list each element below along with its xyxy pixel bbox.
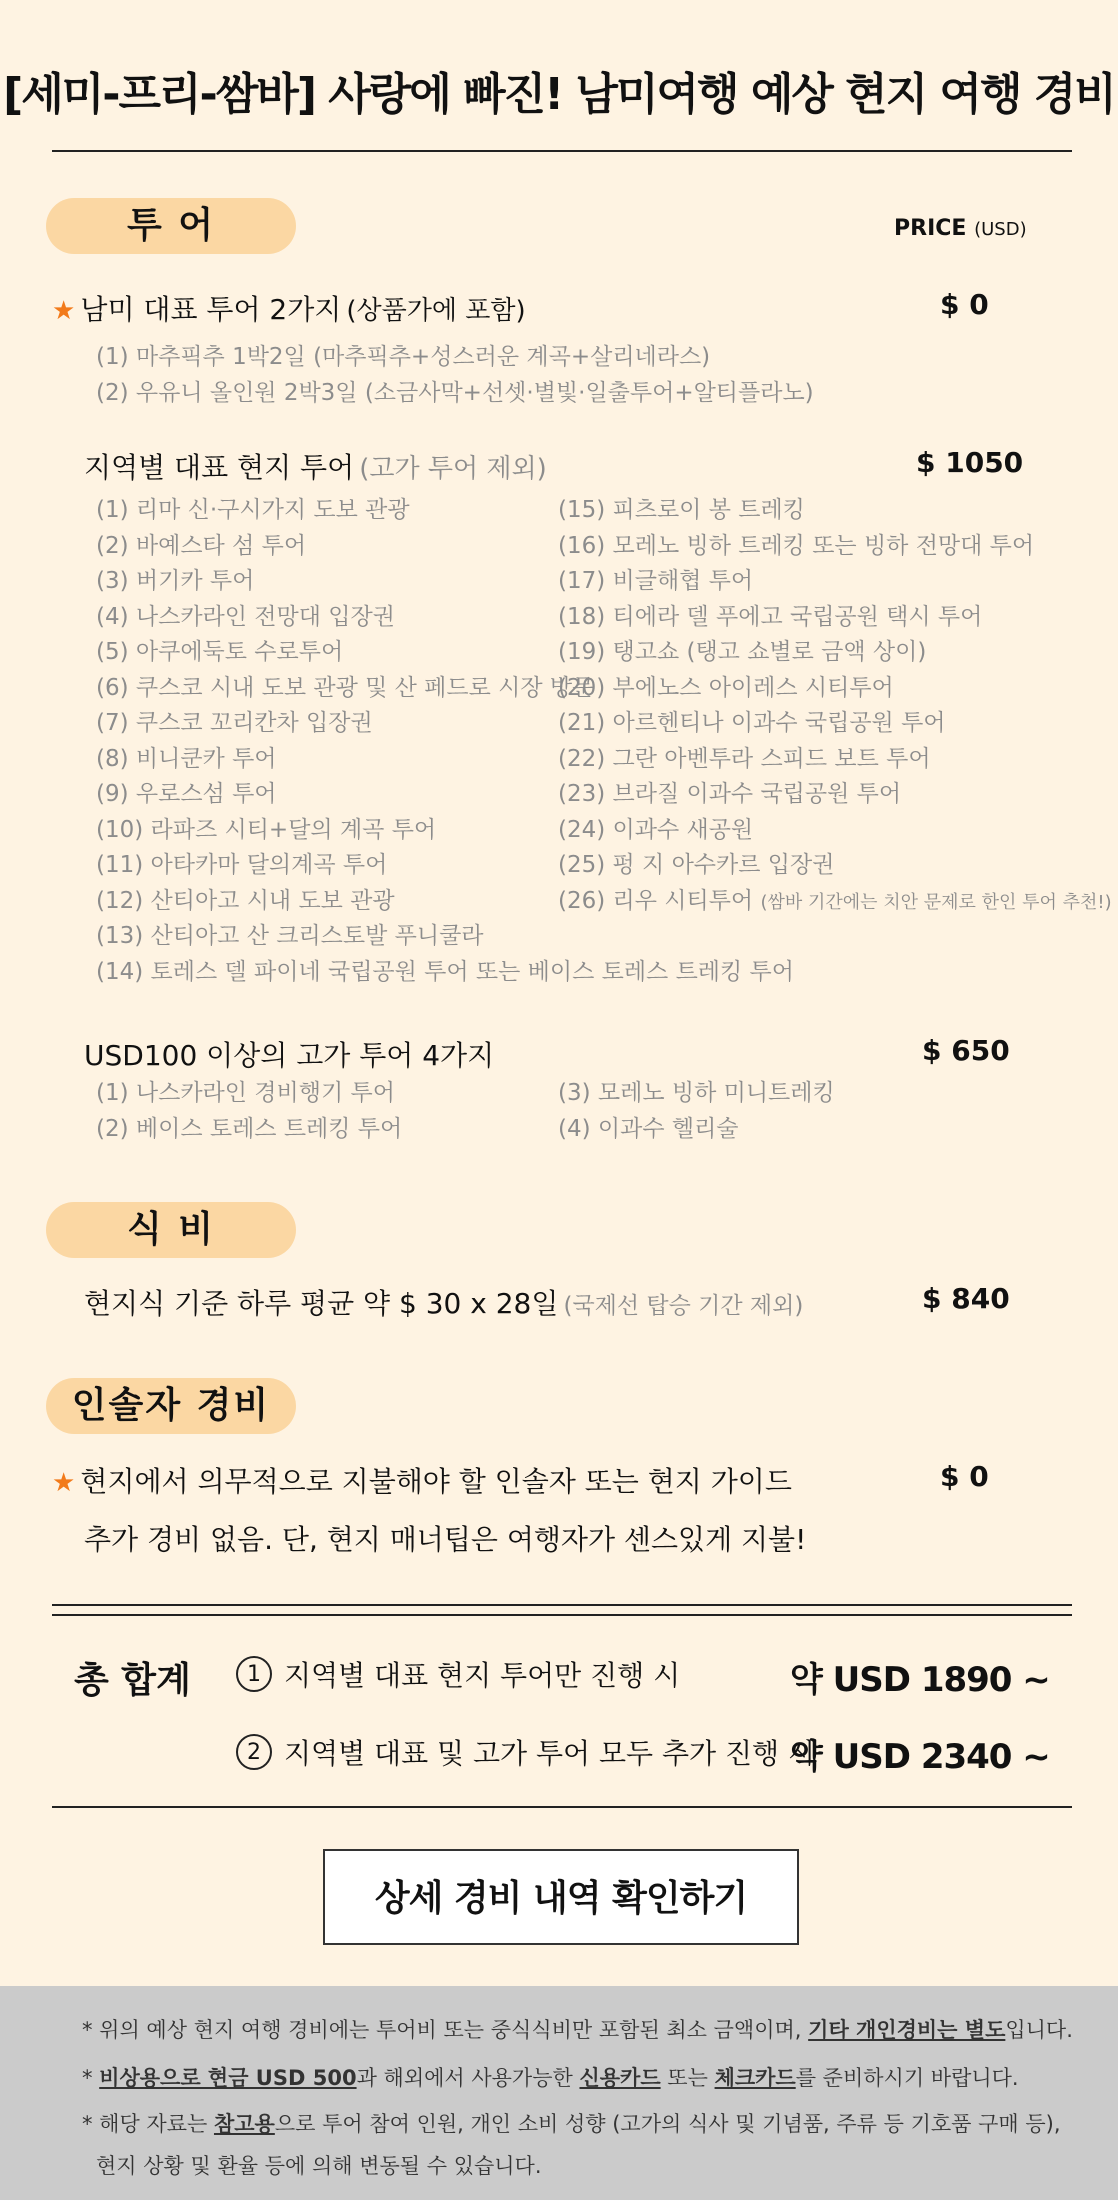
list-item: (23) 브라질 이과수 국립공원 투어 [558, 781, 902, 807]
list-item: (20) 부에노스 아이레스 시티투어 [558, 674, 894, 701]
tour-regional-price: $ 1050 [916, 446, 1024, 479]
list-item: (8) 비니쿤카 투어 [96, 745, 277, 772]
tour-main-price: $ 0 [940, 288, 989, 321]
list-item: (10) 라파즈 시티+달의 계곡 투어 [96, 816, 437, 843]
price-header [894, 216, 1027, 241]
guide-title: 현지에서 의무적으로 지불해야 할 인솔자 또는 현지 가이드 [80, 1465, 792, 1498]
list-item: (21) 아르헨티나 이과수 국립공원 투어 [558, 710, 946, 736]
list-item: (1) 나스카라인 경비행기 투어 [96, 1080, 395, 1106]
food-heading [84, 1282, 803, 1322]
list-item: (3) 모레노 빙하 미니트레킹 [558, 1080, 835, 1106]
list-item: (2) 바예스타 섬 투어 [96, 532, 307, 559]
list-item: (17) 비글해협 투어 [558, 568, 754, 594]
note-emphasis: 참고용 [213, 2112, 275, 2136]
total-divider-bottom [52, 1806, 1072, 1808]
number-badge: 1 [236, 1656, 272, 1692]
list-item: (24) 이과수 새공원 [558, 816, 754, 843]
list-item-text: (26) 리우 시티투어 [558, 887, 754, 914]
list-item: (12) 산티아고 시내 도보 관광 [96, 887, 395, 914]
list-item: (1) 마추픽추 1박2일 (마추픽추+성스러운 계곡+살리네라스) [96, 344, 711, 370]
star-icon: ★ [52, 296, 76, 326]
list-item: (18) 티에라 델 푸에고 국립공원 택시 투어 [558, 603, 983, 630]
list-item: (22) 그란 아벤투라 스피드 보트 투어 [558, 745, 931, 772]
list-item-note: (쌈바 기간에는 치안 문제로 한인 투어 추천!) [760, 891, 1112, 913]
list-item: (9) 우로스섬 투어 [96, 781, 277, 807]
food-title: 현지식 기준 하루 평균 약 $ 30 x 28일 [84, 1287, 559, 1320]
view-cost-details-button[interactable]: 상세 경비 내역 확인하기 [323, 1849, 799, 1945]
list-item: (16) 모레노 빙하 트레킹 또는 빙하 전망대 투어 [558, 532, 1035, 559]
note-emphasis: 체크카드 [714, 2066, 796, 2090]
title-divider [52, 150, 1072, 152]
list-item: (15) 피츠로이 봉 트레킹 [558, 497, 805, 523]
note-text: 과 해외에서 사용가능한 [356, 2066, 580, 2090]
list-item: (6) 쿠스코 시내 도보 관광 및 산 페드로 시장 방문 [96, 674, 595, 701]
number-badge: 2 [236, 1734, 272, 1770]
note-text: * 해당 자료는 [82, 2112, 214, 2136]
note-text: 으로 투어 참여 인원, 개인 소비 성향 (고가의 식사 및 기념품, 주류 등 기호품 구매 등), [274, 2112, 1061, 2136]
tour-regional-title: 지역별 대표 현지 투어 [84, 451, 355, 484]
price-unit: (USD) [974, 219, 1027, 240]
tour-main-heading [52, 288, 526, 328]
footer-note-3 [82, 2108, 1061, 2138]
note-text: * 위의 예상 현지 여행 경비에는 투어비 또는 중식식비만 포함된 최소 금액이며, [82, 2018, 809, 2042]
list-item: (7) 쿠스코 꼬리칸차 입장권 [96, 710, 373, 736]
list-item: (2) 우유니 올인원 2박3일 (소금사막+선셋·별빛·일출투어+알티플라노) [96, 379, 814, 406]
list-item: (3) 버기카 투어 [96, 568, 255, 594]
guide-note: 추가 경비 없음. 단, 현지 매너팁은 여행자가 센스있게 지불! [84, 1523, 807, 1556]
note-emphasis: 신용카드 [579, 2066, 661, 2090]
page-title: [세미-프리-쌈바] 사랑에 빠진! 남미여행 예상 현지 여행 경비 [3, 69, 1115, 120]
tour-premium-title: USD100 이상의 고가 투어 4가지 [84, 1039, 495, 1072]
section-tour-pill: 투 어 [46, 198, 296, 254]
premium-list-left [96, 1076, 402, 1147]
list-item [558, 884, 1112, 921]
food-note: (국제선 탑승 기간 제외) [563, 1293, 804, 1319]
list-item: (5) 아쿠에둑토 수로투어 [96, 639, 344, 665]
list-item: (14) 토레스 델 파이네 국립공원 투어 또는 베이스 토레스 트레킹 투어 [96, 958, 794, 985]
tour-main-list [96, 340, 814, 411]
note-text: * [82, 2066, 100, 2090]
premium-list-right [558, 1076, 835, 1147]
total-divider-top-1 [52, 1604, 1072, 1606]
footer-note-1 [82, 2014, 1073, 2044]
list-item: (11) 아타카마 달의계곡 투어 [96, 852, 388, 878]
total-option-2 [236, 1732, 815, 1772]
price-label: PRICE [894, 216, 967, 241]
total-divider-top-2 [52, 1614, 1072, 1616]
list-item: (4) 나스카라인 전망대 입장권 [96, 603, 395, 630]
section-food-pill: 식 비 [46, 1202, 296, 1258]
star-icon: ★ [52, 1468, 76, 1498]
tour-regional-heading [84, 446, 547, 486]
note-emphasis: 기타 개인경비는 별도 [808, 2018, 1006, 2042]
footer-note-2 [82, 2062, 1019, 2092]
guide-heading [52, 1460, 792, 1500]
tour-regional-note: (고가 투어 제외) [359, 454, 547, 484]
list-item: (19) 탱고쇼 (탱고 쇼별로 금액 상이) [558, 639, 927, 665]
list-item: (2) 베이스 토레스 트레킹 투어 [96, 1115, 403, 1142]
tour-main-title: 남미 대표 투어 2가지 [80, 293, 342, 326]
note-text: 또는 [660, 2066, 715, 2090]
total-label: 총 합계 [74, 1660, 191, 1701]
total-amount-2: 약 USD 2340 ~ [790, 1737, 1050, 1777]
list-item: (13) 산티아고 산 크리스토발 푸니쿨라 [96, 923, 484, 949]
total-option-text: 지역별 대표 및 고가 투어 모두 추가 진행 시 [284, 1737, 816, 1770]
guide-price: $ 0 [940, 1460, 989, 1493]
list-item: (25) 펑 지 아수카르 입장권 [558, 852, 835, 878]
footer-notes [0, 1986, 1118, 2200]
tour-main-note: (상품가에 포함) [346, 296, 526, 326]
list-item: (4) 이과수 헬리술 [558, 1115, 739, 1142]
footer-note-4: 현지 상황 및 환율 등에 의해 변동될 수 있습니다. [96, 2154, 542, 2178]
regional-list-right [558, 493, 1112, 920]
note-text: 를 준비하시기 바랍니다. [795, 2066, 1019, 2090]
total-option-text: 지역별 대표 현지 투어만 진행 시 [284, 1659, 681, 1692]
food-price: $ 840 [922, 1282, 1010, 1315]
note-emphasis: 비상용으로 현금 USD 500 [99, 2066, 357, 2090]
note-text: 입니다. [1005, 2018, 1073, 2042]
section-guide-pill: 인솔자 경비 [46, 1378, 296, 1434]
list-item: (1) 리마 신·구시가지 도보 관광 [96, 497, 410, 523]
total-option-1 [236, 1654, 680, 1694]
total-amount-1: 약 USD 1890 ~ [790, 1660, 1050, 1700]
tour-premium-price: $ 650 [922, 1034, 1010, 1067]
